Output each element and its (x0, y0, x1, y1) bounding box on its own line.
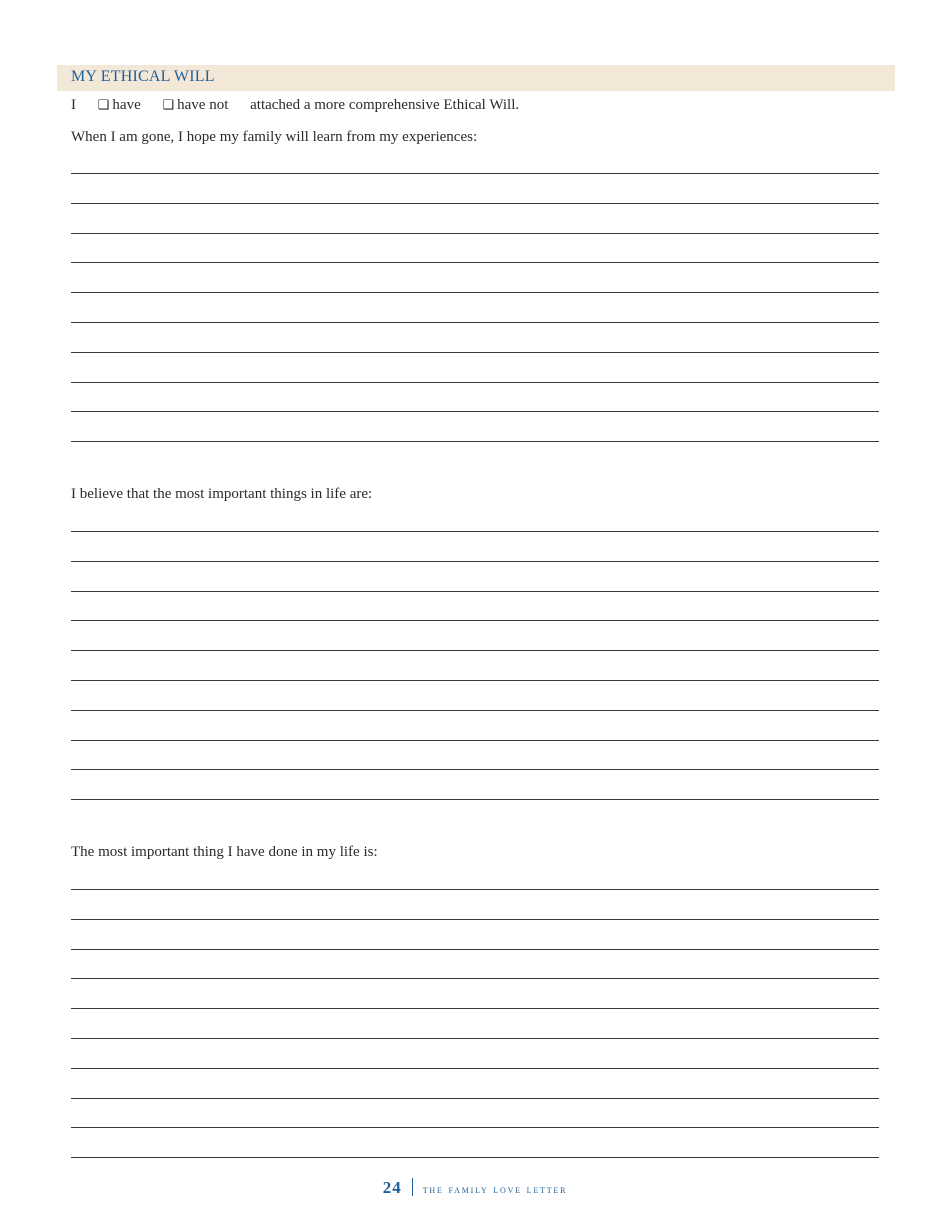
writing-line[interactable] (71, 1038, 879, 1039)
writing-line[interactable] (71, 889, 879, 890)
writing-line[interactable] (71, 710, 879, 711)
writing-line[interactable] (71, 1008, 879, 1009)
have-not-option[interactable] (162, 97, 228, 114)
writing-line[interactable] (71, 949, 879, 950)
section-prompt-experiences: When I am gone, I hope my family will learn from my experiences: (71, 129, 478, 145)
writing-line[interactable] (71, 233, 879, 234)
writing-line[interactable] (71, 352, 879, 353)
have-label: have (112, 97, 141, 113)
writing-line[interactable] (71, 769, 879, 770)
writing-line[interactable] (71, 203, 879, 204)
writing-line[interactable] (71, 680, 879, 681)
have-not-checkbox-icon[interactable]: ❑ (162, 97, 175, 112)
writing-line[interactable] (71, 262, 879, 263)
section-prompt-important-done: The most important thing I have done in my life is: (71, 844, 378, 860)
writing-line[interactable] (71, 173, 879, 174)
page-title: MY ETHICAL WILL (71, 68, 215, 85)
writing-line[interactable] (71, 531, 879, 532)
page-number: 24 (382, 1178, 402, 1197)
writing-line[interactable] (71, 1127, 879, 1128)
writing-line[interactable] (71, 441, 879, 442)
writing-line[interactable] (71, 292, 879, 293)
footer-divider (412, 1178, 413, 1196)
attachment-suffix: attached a more comprehensive Ethical Will. (250, 97, 520, 113)
publication-name: the family love letter (422, 1182, 568, 1196)
have-not-label: have not (177, 97, 229, 113)
writing-line[interactable] (71, 411, 879, 412)
writing-line[interactable] (71, 382, 879, 383)
writing-line[interactable] (71, 919, 879, 920)
writing-line[interactable] (71, 561, 879, 562)
writing-line[interactable] (71, 740, 879, 741)
writing-line[interactable] (71, 1068, 879, 1069)
writing-line[interactable] (71, 1098, 879, 1099)
page-footer (0, 1178, 950, 1198)
writing-line[interactable] (71, 322, 879, 323)
writing-line[interactable] (71, 1157, 879, 1158)
writing-line[interactable] (71, 978, 879, 979)
attachment-subject: I (71, 97, 76, 113)
section-prompt-important-things: I believe that the most important things in life are: (71, 486, 373, 502)
writing-line[interactable] (71, 591, 879, 592)
writing-line[interactable] (71, 620, 879, 621)
have-checkbox-icon[interactable]: ❑ (97, 97, 110, 112)
have-option[interactable] (98, 97, 141, 114)
writing-line[interactable] (71, 650, 879, 651)
attachment-statement (71, 97, 519, 114)
writing-line[interactable] (71, 799, 879, 800)
